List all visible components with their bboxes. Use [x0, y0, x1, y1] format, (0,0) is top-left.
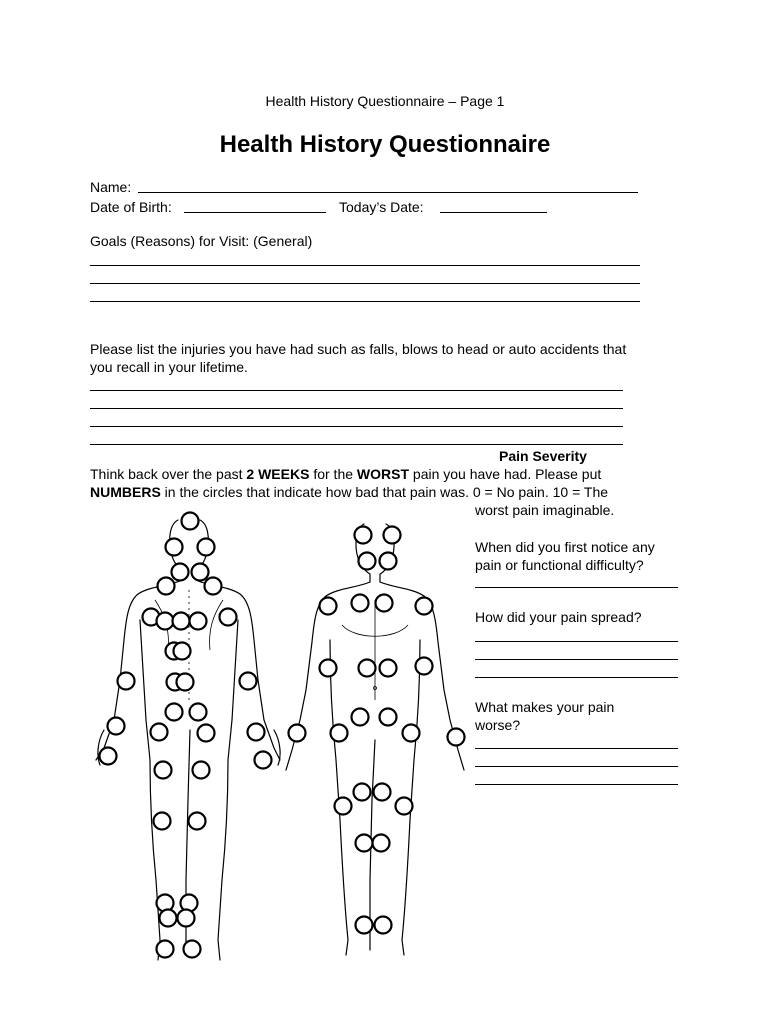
pain-circle[interactable]: [376, 595, 393, 612]
pain-circle[interactable]: [158, 578, 175, 595]
question-first-notice-line-2: pain or functional difficulty?: [475, 557, 644, 573]
pain-circle[interactable]: [193, 762, 210, 779]
pain-circle[interactable]: [320, 660, 337, 677]
pain-circle[interactable]: [172, 564, 189, 581]
pain-circle[interactable]: [289, 725, 306, 742]
pain-circle[interactable]: [335, 798, 352, 815]
pain-circle[interactable]: [155, 762, 172, 779]
pain-circle[interactable]: [174, 643, 191, 660]
pain-circle[interactable]: [151, 724, 168, 741]
pain-circle[interactable]: [356, 917, 373, 934]
pain-circle[interactable]: [189, 813, 206, 830]
pain-circle[interactable]: [416, 658, 433, 675]
pain-circle[interactable]: [375, 917, 392, 934]
pain-circle[interactable]: [448, 729, 465, 746]
pain-circle[interactable]: [154, 813, 171, 830]
pain-circle[interactable]: [166, 539, 183, 556]
pain-circle[interactable]: [240, 673, 257, 690]
pain-circle[interactable]: [100, 748, 117, 765]
pain-circle[interactable]: [352, 595, 369, 612]
pain-circle[interactable]: [320, 598, 337, 615]
pain-circle[interactable]: [380, 709, 397, 726]
question-pain-spread: How did your pain spread?: [475, 609, 642, 625]
front-view-pain-circles: [289, 527, 465, 934]
name-label: Name:: [90, 179, 132, 195]
pain-circle[interactable]: [205, 578, 222, 595]
pain-circle[interactable]: [384, 527, 401, 544]
pain-circle[interactable]: [248, 724, 265, 741]
pain-circle[interactable]: [355, 527, 372, 544]
question-pain-worse-line-2: worse?: [475, 717, 521, 733]
pain-circle[interactable]: [354, 784, 371, 801]
front-view-figure: [286, 524, 464, 955]
today-date-label: Today’s Date:: [339, 199, 424, 215]
pain-circle[interactable]: [255, 752, 272, 769]
pain-circle[interactable]: [192, 564, 209, 581]
pain-circle[interactable]: [359, 553, 376, 570]
pain-circle[interactable]: [173, 613, 190, 630]
goals-label: Goals (Reasons) for Visit: (General): [90, 233, 313, 249]
pain-severity-heading: Pain Severity: [499, 448, 587, 464]
pain-instructions-line-2: NUMBERS in the circles that indicate how bad that pain was. 0 = No pain. 10 = The: [90, 484, 609, 500]
pain-circle[interactable]: [184, 941, 201, 958]
pain-circle[interactable]: [220, 609, 237, 626]
pain-circle[interactable]: [416, 598, 433, 615]
pain-circle[interactable]: [190, 704, 207, 721]
pain-circle[interactable]: [396, 798, 413, 815]
pain-circle[interactable]: [182, 513, 199, 530]
page-title: Health History Questionnaire: [219, 131, 551, 158]
pain-circle[interactable]: [178, 910, 195, 927]
pain-circle[interactable]: [198, 725, 215, 742]
injuries-prompt-line-2: you recall in your lifetime.: [90, 359, 248, 375]
pain-circle[interactable]: [331, 725, 348, 742]
pain-circle[interactable]: [403, 725, 420, 742]
pain-instructions-line-1: Think back over the past 2 WEEKS for the WORST pain you have had. Please put: [90, 466, 602, 482]
dob-label: Date of Birth:: [90, 199, 172, 215]
pain-circle[interactable]: [108, 718, 125, 735]
injuries-prompt-line-1: Please list the injuries you have had such as falls, blows to head or auto accidents that: [90, 341, 627, 357]
pain-circle[interactable]: [373, 835, 390, 852]
pain-circle[interactable]: [198, 539, 215, 556]
pain-circle[interactable]: [380, 553, 397, 570]
pain-circle[interactable]: [359, 660, 376, 677]
pain-circle[interactable]: [177, 674, 194, 691]
pain-circle[interactable]: [352, 709, 369, 726]
pain-circle[interactable]: [157, 613, 174, 630]
question-pain-worse-line-1: What makes your pain: [475, 699, 615, 715]
pain-circle[interactable]: [157, 941, 174, 958]
question-first-notice-line-1: When did you first notice any: [475, 539, 655, 555]
pain-circle[interactable]: [380, 660, 397, 677]
pain-circle[interactable]: [118, 673, 135, 690]
page-header: Health History Questionnaire – Page 1: [265, 93, 505, 109]
pain-instructions-line-3: worst pain imaginable.: [475, 502, 615, 518]
pain-circle[interactable]: [166, 704, 183, 721]
pain-circle[interactable]: [374, 784, 391, 801]
pain-circle[interactable]: [160, 910, 177, 927]
pain-circle[interactable]: [356, 835, 373, 852]
pain-circle[interactable]: [190, 613, 207, 630]
